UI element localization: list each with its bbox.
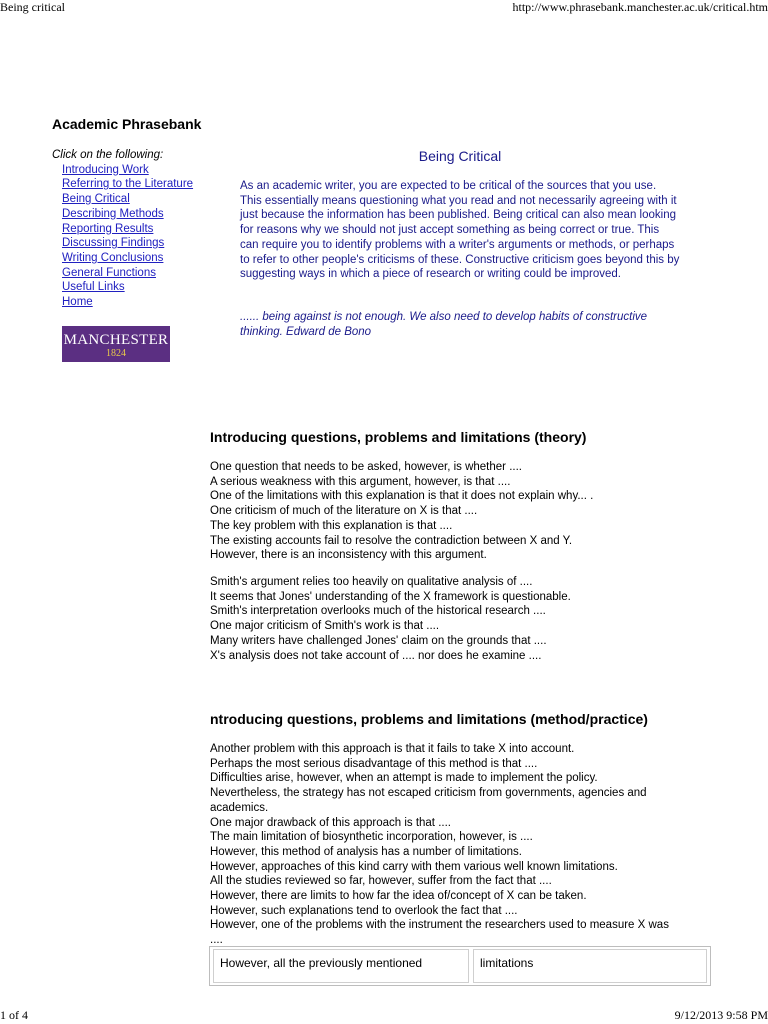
- nav-link-referring-literature[interactable]: Referring to the Literature: [62, 178, 194, 191]
- logo-wordmark: MANCHESTER: [63, 332, 169, 348]
- sidebar-nav: [52, 148, 212, 310]
- nav-link-useful-links[interactable]: Useful Links: [62, 281, 125, 294]
- phrase-item: Smith's interpretation overlooks much of the historical research ....: [210, 605, 546, 618]
- phrase-item: The main limitation of biosynthetic incorporation, however, is ....: [210, 831, 533, 844]
- nav-link-being-critical[interactable]: Being Critical: [62, 193, 130, 206]
- phrase-item: One question that needs to be asked, however, is whether ....: [210, 461, 522, 473]
- site-title: Academic Phrasebank: [52, 116, 202, 132]
- nav-link-home[interactable]: Home: [62, 296, 93, 309]
- nav-link-introducing-work[interactable]: Introducing Work: [62, 163, 149, 176]
- manchester-logo[interactable]: [62, 326, 170, 362]
- nav-link-general-functions[interactable]: General Functions: [62, 266, 156, 279]
- phrase-item: The existing accounts fail to resolve the contradiction between X and Y.: [210, 534, 573, 547]
- phrase-item: Difficulties arise, however, when an attempt is made to implement the policy.: [210, 772, 598, 785]
- table-cell: limitations: [473, 949, 707, 983]
- phrase-item: One of the limitations with this explanation is that it does not explain why... .: [210, 490, 594, 503]
- nav-link-reporting-results[interactable]: Reporting Results: [62, 222, 154, 235]
- section-heading-method: ntroducing questions, problems and limitations (method/practice): [210, 711, 648, 727]
- section-heading-theory: Introducing questions, problems and limitations (theory): [210, 429, 587, 445]
- intro-quote: ...... being against is not enough. We also need to develop habits of constructive thinking. Edward de Bono: [240, 311, 648, 338]
- phrase-item: However, approaches of this kind carry with them various well known limitations.: [210, 860, 618, 873]
- phrase-item: Nevertheless, the strategy has not escaped criticism from governments, agencies and academics.: [210, 787, 647, 814]
- phrase-item: Perhaps the most serious disadvantage of this method is that ....: [210, 757, 538, 770]
- print-header: [0, 0, 768, 16]
- nav-link-writing-conclusions[interactable]: Writing Conclusions: [62, 251, 164, 264]
- phrase-item: However, there are limits to how far the idea of/concept of X can be taken.: [210, 890, 587, 903]
- phrase-item: It seems that Jones' understanding of the X framework is questionable.: [210, 590, 571, 603]
- page-heading: Being Critical: [418, 148, 502, 164]
- nav-prompt: Click on the following:: [52, 149, 164, 161]
- phrase-item: One major criticism of Smith's work is that ....: [210, 620, 440, 633]
- phrase-item: One criticism of much of the literature on X is that ....: [210, 505, 478, 518]
- print-url: http://www.phrasebank.manchester.ac.uk/critical.htm: [512, 0, 768, 14]
- table-cell: However, all the previously mentioned: [213, 949, 469, 983]
- print-footer: [0, 1008, 768, 1024]
- nav-list: [52, 163, 212, 310]
- phrase-item: X's analysis does not take account of .... nor does he examine ....: [210, 649, 542, 662]
- phrase-item: However, one of the problems with the instrument the researchers used to measure X was ....: [210, 919, 669, 947]
- phrase-item: However, there is an inconsistency with this argument.: [210, 549, 487, 562]
- phrase-item: However, such explanations tend to overlook the fact that ....: [210, 904, 518, 917]
- phrase-item: Another problem with this approach is that it fails to take X into account.: [210, 743, 575, 755]
- print-page-title: Being critical: [0, 0, 65, 14]
- phrase-table: [209, 946, 711, 986]
- phrase-item: A serious weakness with this argument, however, is that ....: [210, 475, 511, 488]
- phrase-list-theory-1: [210, 460, 710, 563]
- phrase-item: Many writers have challenged Jones' claim on the grounds that ....: [210, 634, 547, 647]
- phrase-list-method: [210, 742, 678, 948]
- phrase-item: Smith's argument relies too heavily on qualitative analysis of ....: [210, 576, 533, 588]
- phrase-item: All the studies reviewed so far, however, suffer from the fact that ....: [210, 875, 552, 888]
- phrase-item: However, this method of analysis has a number of limitations.: [210, 845, 522, 858]
- intro-paragraph: As an academic writer, you are expected to be critical of the sources that you use. This essentially means questioning what you read and not necessarily agreeing with it just because the information has been published. Being critical can also mean looking for reasons why we should not just accept something as being correct or true. This can require you to identify problems with a writer's arguments or methods, or perhaps to refer to other people's criticisms of these. Constructive criticism goes beyond this by suggesting ways in which a piece of research or writing could be improved.: [240, 180, 680, 281]
- phrase-list-theory-2: [210, 575, 710, 663]
- phrase-item: One major drawback of this approach is that ....: [210, 816, 451, 829]
- print-page-count: 1 of 4: [0, 1008, 28, 1022]
- logo-year: 1824: [106, 348, 126, 359]
- nav-link-describing-methods[interactable]: Describing Methods: [62, 207, 164, 220]
- print-datetime: 9/12/2013 9:58 PM: [674, 1008, 768, 1022]
- phrase-item: The key problem with this explanation is that ....: [210, 519, 453, 532]
- nav-link-discussing-findings[interactable]: Discussing Findings: [62, 237, 165, 250]
